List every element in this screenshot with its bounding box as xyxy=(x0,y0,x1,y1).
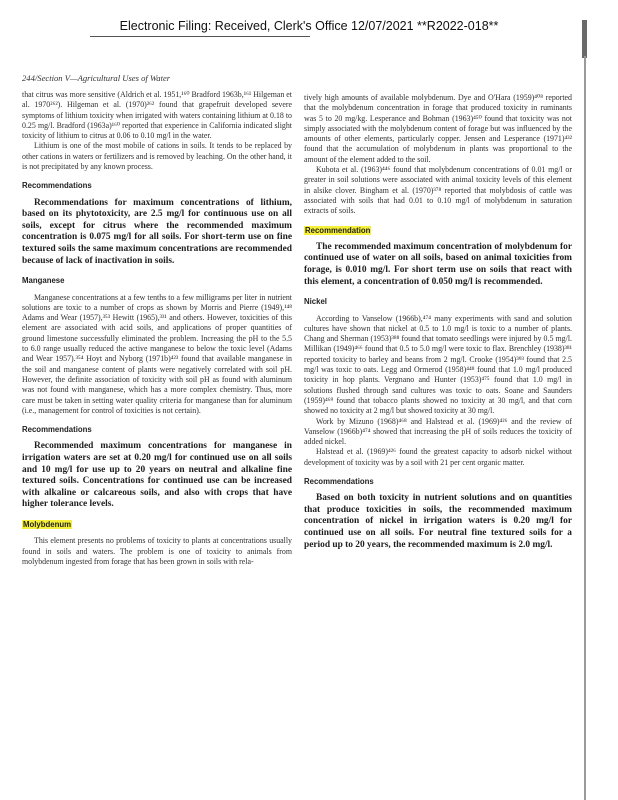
manganese-heading: Manganese xyxy=(22,276,65,286)
molybdenum-paragraph-2: tively high amounts of available molybdenum. Dye and O'Hara (1959)⁴⁰⁸ reported that the molybdenum concentration in forage that produced toxicity in ruminants was 5 to 20 mg/kg. Lesperance and Bohman (1963)⁴⁵⁰ found that toxicity was not simply associated with the molybdenum content of forage but was influenced by the amounts of other elements, particularly copper. Jensen and Lesperance (1971)⁴³² found that the accumulation of molybdenum in plants was proportional to the amount of the element added to the soil. xyxy=(304,93,572,164)
manganese-recommendations-heading: Recommendations xyxy=(22,425,92,435)
filing-stamp: Electronic Filing: Received, Clerk's Office 12/07/2021 **R2022-018** xyxy=(119,19,499,33)
nickel-recommendations-heading: Recommendations xyxy=(304,476,374,486)
binding-edge xyxy=(584,56,586,800)
molybdenum-recommendation-heading: Recommendation xyxy=(305,225,371,235)
right-column xyxy=(304,93,572,551)
molybdenum-paragraph-1: This element presents no problems of toxicity to plants at concentrations usually found in soils and waters. The problem is one of toxicity to animals from molybdenum ingested from forage that has been grown in soils with rela- xyxy=(22,536,292,566)
lithium-paragraph-2: Lithium is one of the most mobile of cations in soils. It tends to be replaced by other cations in waters or fertilizers and is removed by leaching. On the other hand, it is not precipitated by any known process. xyxy=(22,141,292,172)
nickel-paragraph-2: Work by Mizuno (1968)⁴⁶⁸ and Halstead et al. (1969)⁴²⁶ and the review of Vanselow (1966b)⁴⁷⁴ showed that increasing the pH of soils reduces the toxicity of added nickel. xyxy=(304,416,572,447)
nickel-heading: Nickel xyxy=(304,297,327,307)
molybdenum-heading: Molybdenum xyxy=(23,519,72,529)
lithium-recommendations-heading: Recommendations xyxy=(22,181,92,191)
nickel-paragraph-1: According to Vanselow (1966b),⁴⁷⁴ many experiments with sand and solution cultures have shown that nickel at 0.5 to 1.0 mg/l is toxic to a number of plants. Chang and Sherman (1953)³⁸⁸ found that tomato seedlings were injured by 0.5 mg/l. Millikan (1949)⁴⁶⁶ found that 0.5 to 5.0 mg/l were toxic to flax. Brenchley (1938)³⁸¹ reported toxicity to barley and beans from 2 mg/l. Crooke (1954)³⁹³ found that 2.5 mg/l was toxic to oats. Legg and Ormerod (1958)⁴⁴⁸ found that 1.0 mg/l produced toxicity in hop plants. Vergnano and Hunter (1953)⁴⁷⁵ found that 1.0 mg/l in solutions flushed through sand cultures was toxic to oats. Soane and Saunders (1959)⁴⁶⁹ found that tobacco plants showed no toxicity at 30 mg/l, and that corn showed no toxicity at 2 mg/l but showed toxicity at 30 mg/l. xyxy=(304,313,572,416)
binding-mark xyxy=(582,20,587,58)
molybdenum-recommendation: The recommended maximum concentration of molybdenum for continued use of water on all soils, based on animal toxicities from forage, is 0.010 mg/l. For short term use on soils that react with this element, a concentration of 0.050 mg/l is recommended. xyxy=(304,241,572,287)
nickel-paragraph-3: Halstead et al. (1969)⁴²⁶ found the greatest capacity to adsorb nickel without development of toxicity was by a soil with 21 per cent organic matter. xyxy=(304,447,572,467)
lithium-recommendation: Recommendations for maximum concentrations of lithium, based on its phytotoxicity, are 2.5 mg/l for continuous use on all soils, except for citrus where the recommended maximum concentration is 0.075 mg/l for all soils. For short-term use on fine textured soils the same maximum concentrations are recommended because of lack of inactivation in soils. xyxy=(22,197,292,266)
running-head: 244/Section V—Agricultural Uses of Water xyxy=(22,73,171,83)
stamp-underline xyxy=(90,36,310,37)
manganese-recommendation: Recommended maximum concentrations for manganese in irrigation waters are set at 0.20 mg/l for continued use on all soils and 10 mg/l for use up to 20 years on neutral and alkaline fine textured soils. Concentrations for continued use can be increased with alkaline or calcareous soils, and also with crops that have higher tolerance levels. xyxy=(22,441,292,510)
manganese-paragraph: Manganese concentrations at a few tenths to a few milligrams per liter in nutrient solutions are toxic to a number of crops as shown by Morris and Pierre (1949),¹⁴⁸ Adams and Wear (1957),³⁵³ Hewitt (1965),³³¹ and others. However, toxicities of this element are associated with acid soils, and applications of proper quantities of ground limestone successfully eliminated the problem. Increasing the pH to the 5.5 to 6.0 range usually reduced the active manganese to below the toxic level (Adams and Wear 1957).³⁵⁴ Hoyt and Nyborg (1971b)⁴²³ found that available manganese in the soil and manganese content of plants were negatively correlated with soil pH. However, the definite association of toxicity with soil pH as found with aluminum was not found with manganese, which has a more complex chemistry. Thus, more care must be taken in setting water quality criteria for manganese than for aluminum (i.e., management for control of toxicities is not certain). xyxy=(22,292,292,415)
lithium-paragraph-1: that citrus was more sensitive (Aldrich et al. 1951,¹⁶⁰ Bradford 1963b,¹⁶¹ Hilgeman et al. 1970²⁶²). Hilgeman et al. (1970)²⁶² found that grapefruit developed severe symptoms of lithium toxicity when irrigated with waters containing lithium at 0.18 to 0.25 mg/l. Bradford (1963a)¹⁶⁰ reported that experience in California indicated slight toxicity of lithium to citrus at 0.06 to 0.10 mg/l in the water. xyxy=(22,90,292,141)
left-column xyxy=(22,90,292,567)
molybdenum-paragraph-3: Kubota et al. (1963)⁴⁴⁶ found that molybdenum concentrations of 0.01 mg/l or greater in soil solutions were associated with animal toxicity levels of this element in alsike clover. Bingham et al. (1970)³⁷⁸ reported that molybdosis of cattle was associated with soils that had 0.01 to 0.10 mg/l of molybdenum in saturation extracts of soils. xyxy=(304,165,572,216)
nickel-recommendation: Based on both toxicity in nutrient solutions and on quantities that produce toxicities in soils, the recommended maximum concentration of nickel in irrigation waters is 0.20 mg/l for continued use on all soils. For neutral fine textured soils for a period up to 20 years, the recommended maximum is 2.0 mg/l. xyxy=(304,493,572,550)
